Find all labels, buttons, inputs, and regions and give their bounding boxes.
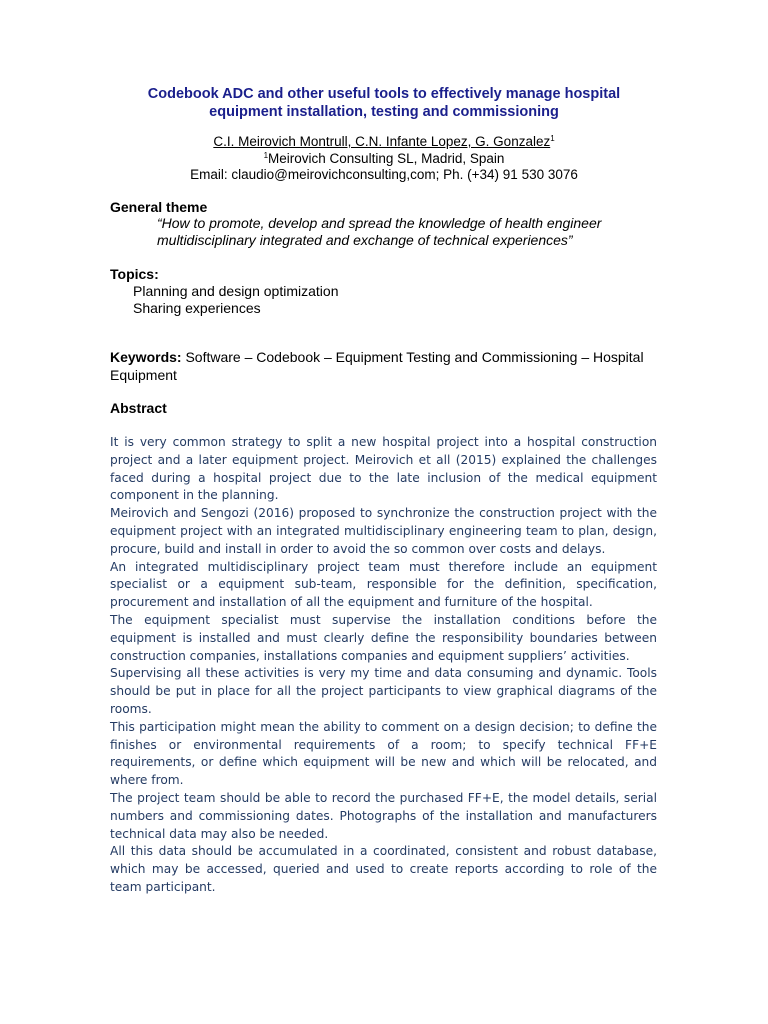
theme-quote-line-2: multidisciplinary integrated and exchange of technical experiences” [157, 232, 573, 248]
topic-item: Sharing experiences [133, 300, 261, 316]
abstract-heading: Abstract [110, 400, 167, 416]
topics-heading: Topics: [110, 266, 159, 282]
abstract-paragraph: The equipment specialist must supervise the installation conditions before the equipment is installed and must clearly define the responsibility boundaries between construction companies, installations companies and equipment suppliers’ activities. [110, 612, 657, 663]
affiliation-superscript: 1 [263, 150, 269, 160]
author-names-text: C.I. Meirovich Montrull, C.N. Infante Lopez, G. Gonzalez [213, 134, 551, 149]
abstract-paragraph: Supervising all these activities is very my time and data consuming and dynamic. Tools should be put in place for all the project participants to view graphical diagrams of the rooms. [110, 666, 657, 716]
abstract-paragraph: This participation might mean the ability to comment on a design decision; to define the finishes or environmental requirements of a room; to specify technical FF+E requirements, or define which equipment will be new and which will be relocated, and where from. [110, 719, 657, 788]
theme-quote-line-1: “How to promote, develop and spread the knowledge of health engineer [157, 215, 602, 231]
author-names [0, 134, 768, 151]
affiliation-text: Meirovich Consulting SL, Madrid, Spain [268, 150, 505, 166]
abstract-paragraph: All this data should be accumulated in a coordinated, consistent and robust database, which may be accessed, queried and used to create reports according to role of the team participant. [110, 844, 657, 894]
abstract-paragraph: An integrated multidisciplinary project team must therefore include an equipment specialist or a equipment sub-team, responsible for the definition, specification, procurement and installation of all the equipment and furniture of the hospital. [110, 559, 657, 610]
abstract-body [110, 434, 657, 897]
title-line-1: Codebook ADC and other useful tools to effectively manage hospital [147, 86, 621, 102]
abstract-paragraph: The project team should be able to record the purchased FF+E, the model details, serial numbers and commissioning dates. Photographs of the installation and manufacturers technical data may also be needed. [110, 790, 657, 841]
keywords-label: Keywords: [110, 349, 182, 365]
author-superscript: 1 [550, 134, 555, 143]
keywords-text: Software – Codebook – Equipment Testing and Commissioning – Hospital Equipment [110, 349, 644, 383]
topics-list [133, 283, 338, 317]
topic-item: Planning and design optimization [133, 283, 339, 299]
author-affiliation [0, 151, 768, 168]
author-contact: Email: claudio@meirovichconsulting,com; Ph. (+34) 91 530 3076 [190, 167, 578, 182]
title-line-2: equipment installation, testing and commissioning [209, 104, 559, 120]
author-block [0, 134, 768, 184]
abstract-paragraph: It is very common strategy to split a new hospital project into a hospital construction project and a later equipment project. Meirovich et all (2015) explained the challenges faced during a hospital project due to the late inclusion of the medical equipment component in the planning. [110, 435, 657, 503]
paper-title [0, 85, 768, 121]
abstract-paragraph: Meirovich and Sengozi (2016) proposed to synchronize the construction project with the equipment project with an integrated multidisciplinary engineering team to plan, design, procure, build and install in order to avoid the so common over costs and delays. [110, 506, 657, 556]
general-theme-heading: General theme [110, 199, 208, 215]
general-theme-quote [157, 215, 677, 249]
keywords-paragraph [110, 349, 655, 384]
